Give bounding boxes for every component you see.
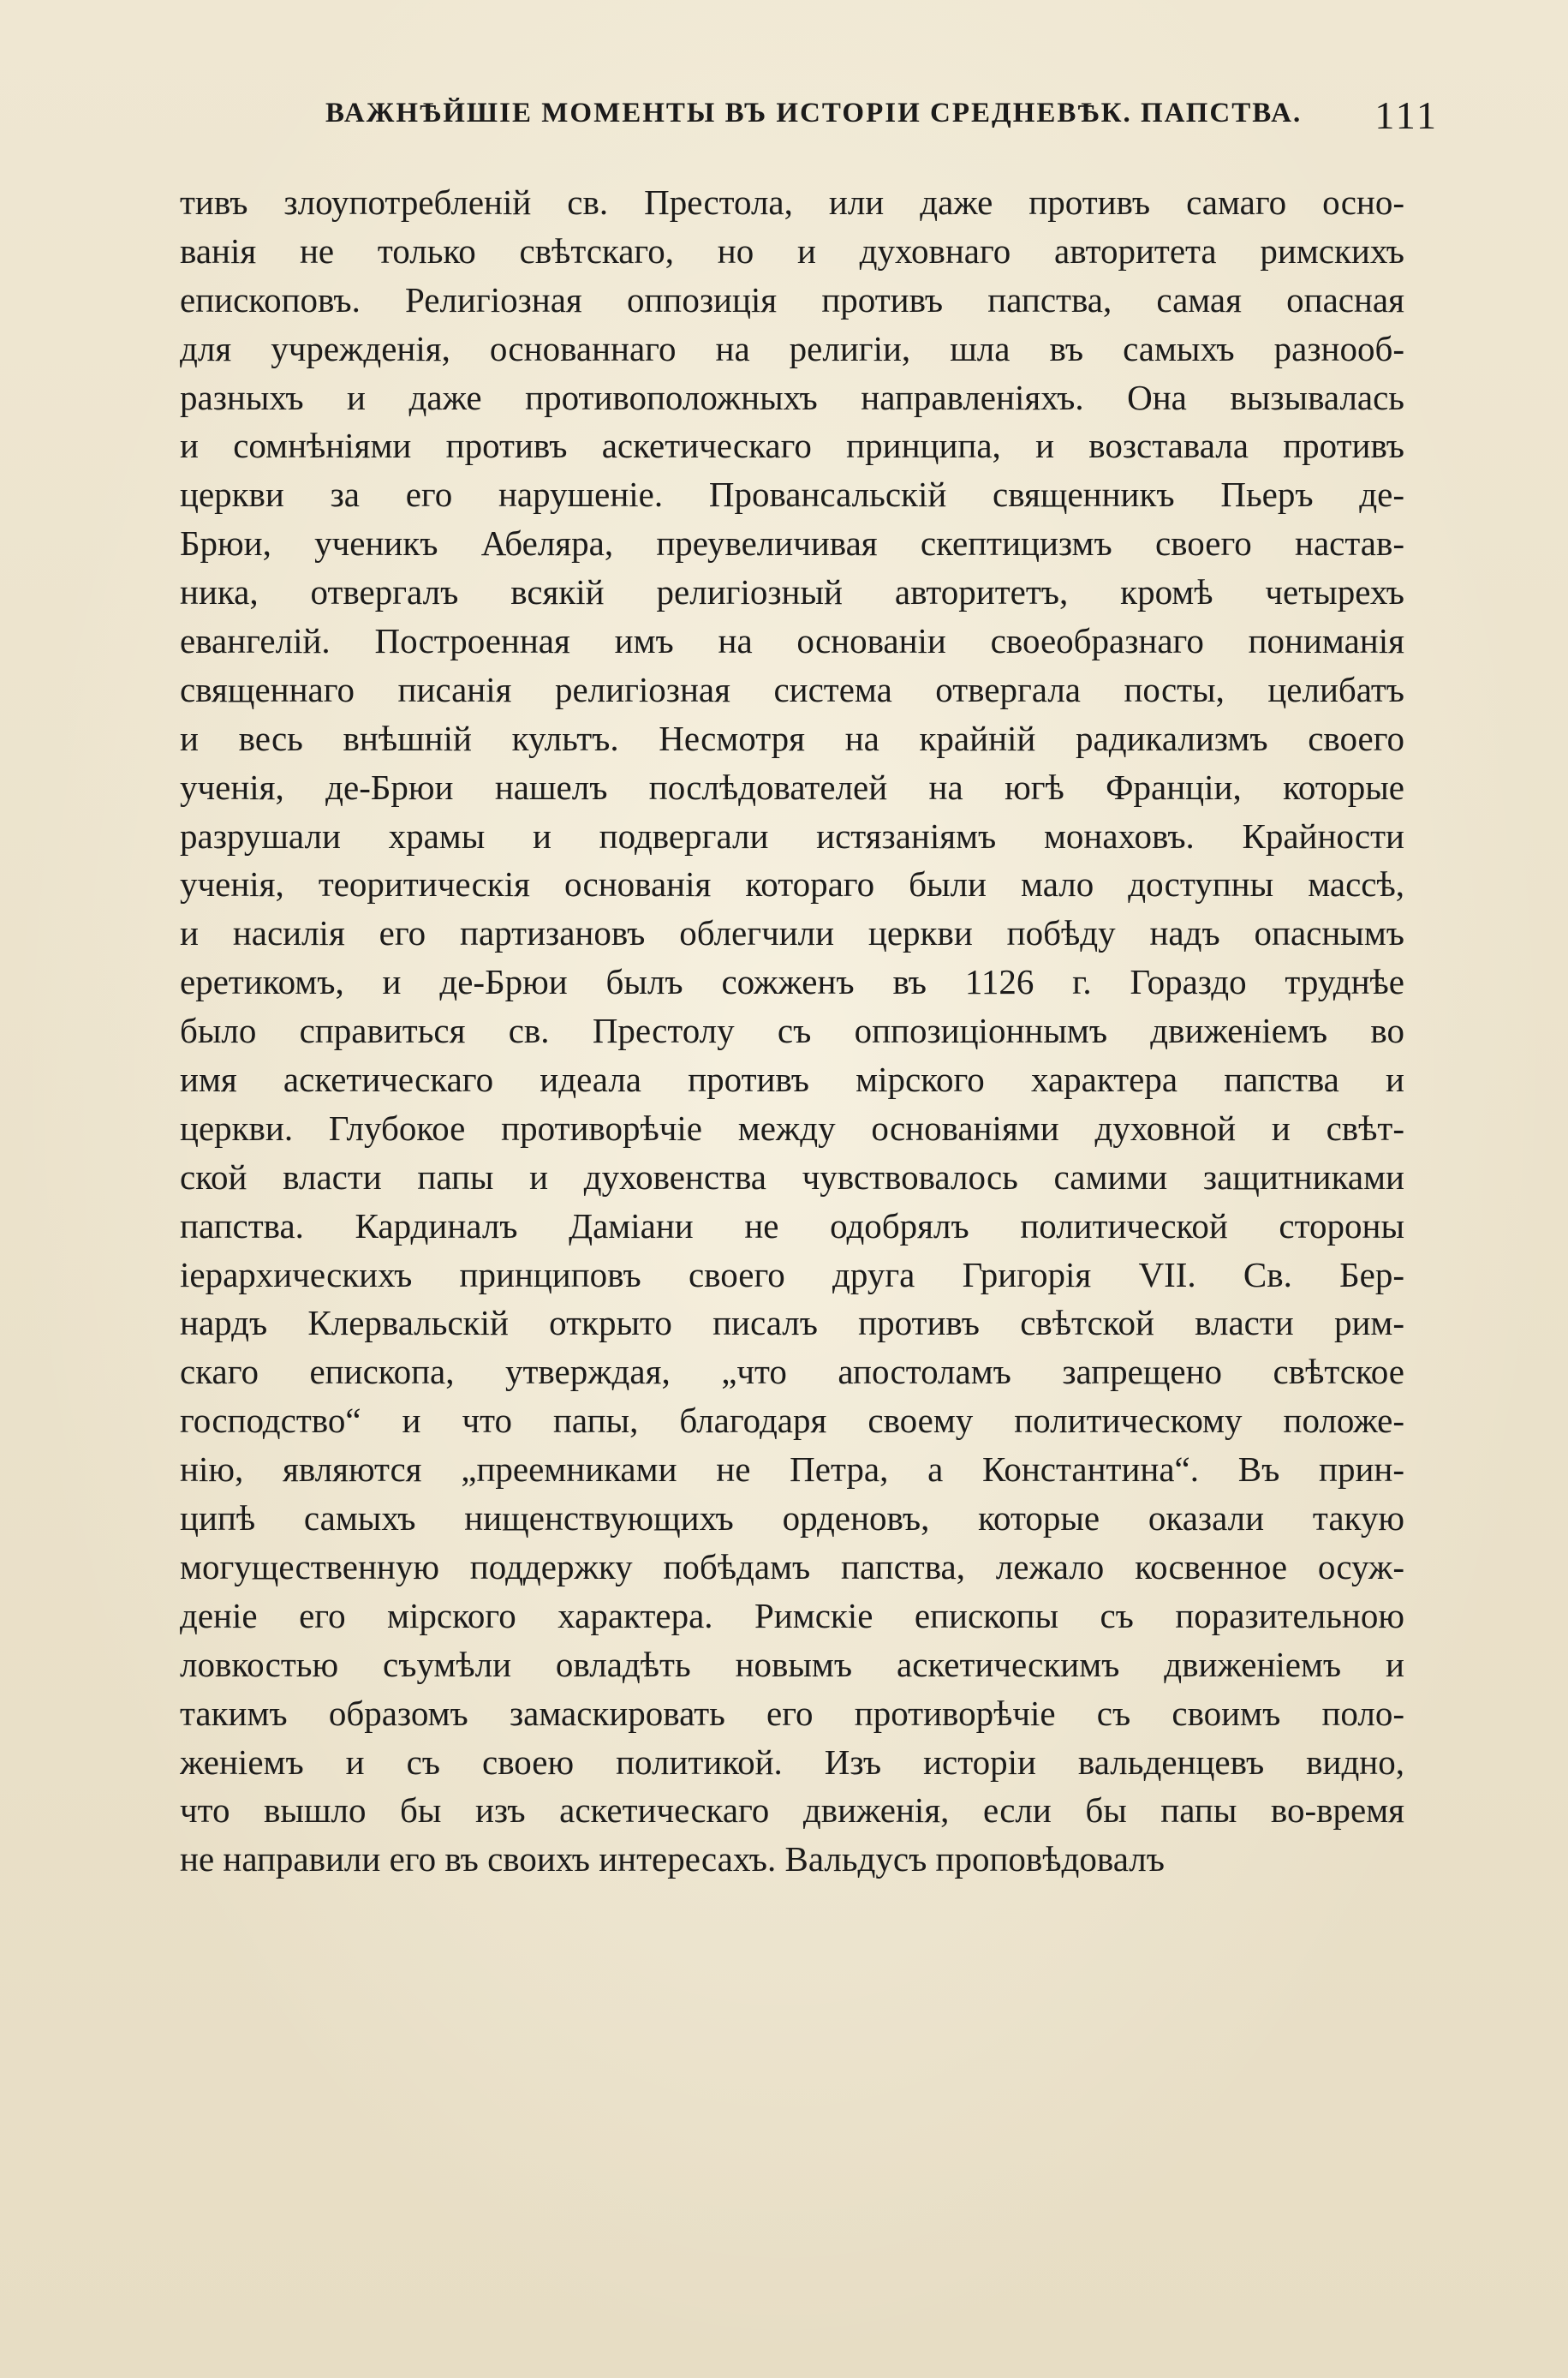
text-line: ципѣ самыхъ нищенствующихъ орденовъ, которые оказали такую <box>180 1498 1404 1539</box>
text-line: ловкостью съумѣли овладѣть новымъ аскетическимъ движеніемъ и <box>180 1644 1404 1684</box>
text-line: и насилія его партизановъ облегчили церкви побѣду надъ опаснымъ <box>180 913 1404 953</box>
text-line: скаго епископа, утверждая, „что апостоламъ запрещено свѣтское <box>180 1352 1404 1392</box>
text-line: ученія, теоритическія основанія котораго были мало доступны массѣ, <box>180 864 1404 905</box>
text-line: евангелій. Построенная имъ на основаніи своеобразнаго пониманія <box>180 621 1404 661</box>
running-title: ВАЖНѢЙШІЕ МОМЕНТЫ ВЪ ИСТОРІИ СРЕДНЕВѢК. ПАПСТВА. <box>325 98 1303 128</box>
text-line: нардъ Клервальскій открыто писалъ противъ свѣтской власти рим- <box>180 1303 1404 1343</box>
text-line: и сомнѣніями противъ аскетическаго принципа, и возставала противъ <box>180 426 1404 466</box>
text-line: нію, являются „преемниками не Петра, а Константина“. Въ прин- <box>180 1449 1404 1490</box>
text-line: и весь внѣшній культъ. Несмотря на крайній радикализмъ своего <box>180 718 1404 758</box>
text-line: священнаго писанія религіозная система отвергала посты, целибатъ <box>180 669 1404 709</box>
text-line: разрушали храмы и подвергали истязаніямъ монаховъ. Крайности <box>180 816 1404 856</box>
text-line: имя аскетическаго идеала противъ мірского характера папства и <box>180 1060 1404 1100</box>
text-line: что вышло бы изъ аскетическаго движенія, если бы папы во-время <box>180 1790 1404 1831</box>
text-line: такимъ образомъ замаскировать его противорѣчіе съ своимъ поло- <box>180 1693 1404 1733</box>
text-line: женіемъ и съ своею политикой. Изъ исторіи вальденцевъ видно, <box>180 1742 1404 1782</box>
text-line: папства. Кардиналъ Даміани не одобрялъ политической стороны <box>180 1205 1404 1246</box>
text-line: ученія, де-Брюи нашелъ послѣдователей на югѣ Франціи, которые <box>180 767 1404 807</box>
text-line: разныхъ и даже противоположныхъ направленіяхъ. Она вызывалась <box>180 377 1404 417</box>
text-line: для учрежденія, основаннаго на религіи, шла въ самыхъ разнооб- <box>180 328 1404 368</box>
body-text <box>180 178 1404 1884</box>
page-number: 111 <box>1374 93 1439 137</box>
text-line: еретикомъ, и де-Брюи былъ сожженъ въ 1126 г. Гораздо труднѣе <box>180 962 1404 1002</box>
text-line: господство“ и что папы, благодаря своему политическому положе- <box>180 1401 1404 1441</box>
running-head <box>325 93 1439 144</box>
text-line: ской власти папы и духовенства чувствовалось самими защитниками <box>180 1156 1404 1197</box>
text-line: было справиться св. Престолу съ оппозиціоннымъ движеніемъ во <box>180 1011 1404 1051</box>
text-line: церкви за его нарушеніе. Провансальскій священникъ Пьеръ де- <box>180 475 1404 515</box>
text-line: могущественную поддержку побѣдамъ папства, лежало косвенное осуж- <box>180 1546 1404 1586</box>
text-line: деніе его мірского характера. Римскіе епископы съ поразительною <box>180 1595 1404 1635</box>
text-line: ванія не только свѣтскаго, но и духовнаго авторитета римскихъ <box>180 230 1404 271</box>
text-line: не направили его въ своихъ интересахъ. Вальдусъ проповѣдовалъ <box>180 1839 1165 1879</box>
text-line: ника, отвергалъ всякій религіозный авторитетъ, кромѣ четырехъ <box>180 572 1404 612</box>
text-line: тивъ злоупотребленій св. Престола, или даже противъ самаго осно- <box>180 182 1404 222</box>
text-line: Брюи, ученикъ Абеляра, преувеличивая скептицизмъ своего настав- <box>180 523 1404 564</box>
text-line: іерархическихъ принциповъ своего друга Григорія VII. Св. Бер- <box>180 1254 1404 1294</box>
text-line: епископовъ. Религіозная оппозиція противъ папства, самая опасная <box>180 279 1404 320</box>
text-line: церкви. Глубокое противорѣчіе между основаніями духовной и свѣт- <box>180 1108 1404 1148</box>
